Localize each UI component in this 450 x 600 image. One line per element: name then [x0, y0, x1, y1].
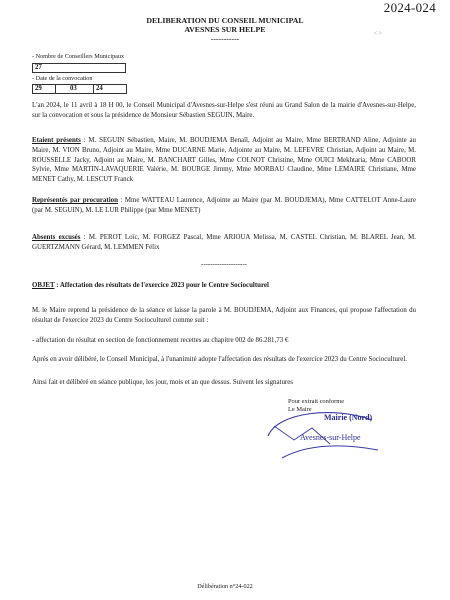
absent-members: [32, 233, 416, 253]
object-line: [32, 281, 416, 291]
convocation-day: 29: [35, 85, 42, 92]
represented-members: [32, 196, 416, 216]
present-members: [32, 136, 416, 185]
header-town: AVESNES SUR HELPE: [184, 25, 266, 34]
convocation-month: 03: [70, 85, 77, 92]
paragraph-presidence: M. le Maire reprend la présidence de la séance et laisse la parole à M. BOUDJEMA, Adjoint aux Finances, qui propose l'affectation du résultat de l'exercice 2023 du Centre Socioculturel comme suit :: [32, 307, 416, 324]
corner-mark: < >: [373, 31, 382, 37]
paragraph-closing: Ainsi fait et délibéré en séance publique, les jour, mois et an que dessus. Suivent les signatures: [32, 379, 293, 386]
paragraph-affectation: - affectation du résultat en section de fonctionnement recettes au chapitre 002 de 86.281,73 €: [32, 337, 289, 344]
convocation-month-box: [55, 84, 94, 94]
represented-label: Représentés par procuration: [32, 197, 118, 204]
absent-list: : M. PEROT Loïc, M. FORGEZ Pascal, Mme ARIOUA Melissa, M. CASTEL Christian, M. BLAREL Jean, M. GUERTZMANN Gérard, M. LEMMEN Félix: [32, 234, 416, 251]
footer-deliberation-number: Délibération n°24-022: [197, 583, 253, 590]
separator-line: --------------------: [201, 261, 247, 268]
absent-label: Absents excusés: [32, 234, 81, 241]
object-label: OBJET: [32, 282, 55, 289]
members-label: - Nombre de Conseillers Municipaux: [32, 53, 125, 60]
stamp-mairie-text: Mairie (Nord): [324, 413, 373, 422]
convocation-year-box: [93, 84, 127, 94]
paragraph-vote: Après en avoir délibéré, le Conseil Municipal, à l'unanimité adopte l'affectation des résultats de l'exercice 2023 du Centre Socioculturel.: [32, 356, 407, 363]
header-rule: -----------: [210, 34, 240, 43]
represented-list: : Mme WATTEAU Laurence, Adjointe au Maire (par M. BOUDJEMA), Mme CATTELOT Anne-Laure (par M. SEGUIN), M. LE LUR Philippe (par Mme MENET): [32, 197, 416, 214]
present-label: Etaient présents: [32, 137, 81, 144]
document-reference: 2024-024: [383, 0, 436, 15]
object-text: : Affectation des résultats de l'exercice 2023 pour le Centre Socioculturel: [54, 282, 269, 289]
convocation-label: - Date de la convocation: [32, 75, 93, 82]
header-title: DELIBERATION DU CONSEIL MUNICIPAL: [146, 16, 304, 25]
intro-paragraph: L'an 2024, le 11 avril à 18 H 00, le Conseil Municipal d'Avesnes-sur-Helpe s'est réuni au Grand Salon de la mairie d'Avesnes-sur-Helpe, sur la convocation et sous la présidence de Monsieur Sébastien SEGUIN, Maire.: [32, 102, 416, 119]
present-list: : M. SEGUIN Sébastien, Maire, M. BOUDJEMA Benaïl, Adjoint au Maire, Mme BERTRAND Aline, Adjointe au Maire, M. VION Bruno, Adjoint au Maire, Mme DUCARNE Marie, Adjointe au Maire, M. LEFEVRE Christian, Adjoint au Maire, M. ROUSSELLE Jacky, Adjoint au Maire, M. BANCHART Gilles, Mme COLNOT Christine, Mme OUICI Mekhtaria, Mme CABOOR Sylvie, Mme MARTIN-LAVAQUERIE Valérie, M. BOURGE Jimmy, Mme MORBAU Claudine, Mme LEMAIRE Christiane, Mme MENET Cathy, M. LESCUT Franck: [32, 137, 417, 184]
signature-stroke-bottom: [282, 446, 378, 458]
signature-line-extract: Pour extrait conforme: [288, 398, 345, 405]
convocation-year: 24: [96, 85, 103, 92]
convocation-day-box: [32, 84, 56, 94]
stamp-town-text: Avesnes-sur-Helpe: [300, 433, 361, 442]
members-count: 27: [35, 64, 42, 71]
document-header: [0, 16, 450, 43]
signature-line-mayor: Le Maire: [288, 406, 312, 413]
members-count-box: [32, 63, 126, 73]
mayor-stamp: [264, 406, 382, 464]
